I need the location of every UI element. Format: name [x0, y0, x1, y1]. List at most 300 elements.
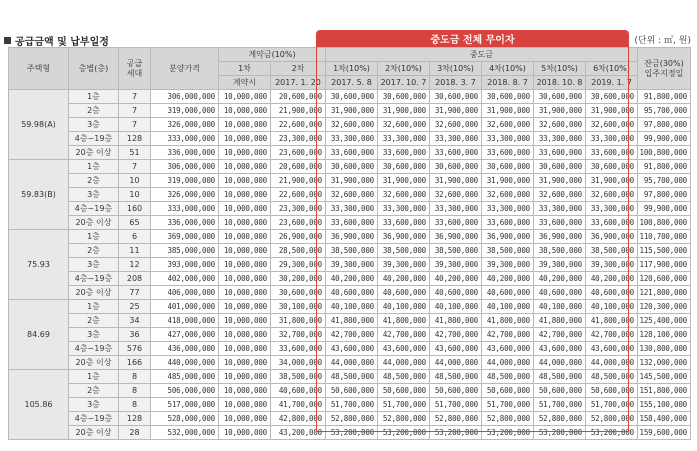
price-cell: 393,000,000 — [151, 258, 219, 272]
interim-1-cell: 30,600,000 — [326, 160, 378, 174]
interim-4-cell: 40,600,000 — [482, 286, 534, 300]
interim-1-cell: 31,900,000 — [326, 174, 378, 188]
interim-5-cell: 32,600,000 — [534, 118, 586, 132]
deposit-2-cell: 30,600,000 — [271, 286, 326, 300]
floor-cell: 2층 — [69, 104, 119, 118]
interim-5-cell: 33,300,000 — [534, 202, 586, 216]
deposit-2-cell: 43,200,000 — [271, 426, 326, 440]
price-schedule-table — [8, 47, 691, 440]
interim-6-cell: 33,600,000 — [586, 216, 638, 230]
deposit-1-cell: 10,000,000 — [219, 370, 271, 384]
units-cell: 65 — [119, 216, 151, 230]
interim-4-cell: 40,200,000 — [482, 272, 534, 286]
deposit-1-cell: 10,000,000 — [219, 356, 271, 370]
header-deposit-date-2: 2017. 1. 20 — [271, 76, 326, 90]
interim-6-cell: 33,300,000 — [586, 202, 638, 216]
interim-6-cell: 53,200,000 — [586, 426, 638, 440]
interim-3-cell: 33,600,000 — [430, 146, 482, 160]
interim-6-cell: 30,600,000 — [586, 90, 638, 104]
interim-4-cell: 38,500,000 — [482, 244, 534, 258]
units-cell: 8 — [119, 398, 151, 412]
deposit-2-cell: 34,000,000 — [271, 356, 326, 370]
interim-3-cell: 31,900,000 — [430, 174, 482, 188]
deposit-1-cell: 10,000,000 — [219, 328, 271, 342]
interim-6-cell: 41,800,000 — [586, 314, 638, 328]
interim-3-cell: 51,700,000 — [430, 398, 482, 412]
units-cell: 7 — [119, 90, 151, 104]
deposit-1-cell: 10,000,000 — [219, 132, 271, 146]
balance-cell: 110,700,000 — [638, 230, 691, 244]
interim-4-cell: 36,900,000 — [482, 230, 534, 244]
interim-3-cell: 33,300,000 — [430, 202, 482, 216]
interim-4-cell: 39,300,000 — [482, 258, 534, 272]
interim-3-cell: 44,000,000 — [430, 356, 482, 370]
deposit-1-cell: 10,000,000 — [219, 146, 271, 160]
floor-cell: 1층 — [69, 230, 119, 244]
table-row — [9, 356, 691, 370]
table-row — [9, 258, 691, 272]
price-cell: 326,000,000 — [151, 118, 219, 132]
interim-6-cell: 52,800,000 — [586, 412, 638, 426]
deposit-1-cell: 10,000,000 — [219, 258, 271, 272]
interim-2-cell: 33,300,000 — [378, 202, 430, 216]
deposit-2-cell: 41,700,000 — [271, 398, 326, 412]
interim-6-cell: 44,000,000 — [586, 356, 638, 370]
interim-6-cell: 32,600,000 — [586, 118, 638, 132]
interim-3-cell: 39,300,000 — [430, 258, 482, 272]
house-type-cell: 84.69 — [9, 300, 69, 370]
interim-4-cell: 31,900,000 — [482, 104, 534, 118]
header-type: 주택형 — [9, 48, 69, 90]
interim-2-cell: 44,000,000 — [378, 356, 430, 370]
units-cell: 12 — [119, 258, 151, 272]
interim-2-cell: 53,200,000 — [378, 426, 430, 440]
interim-5-cell: 30,600,000 — [534, 90, 586, 104]
interim-5-cell: 50,600,000 — [534, 384, 586, 398]
deposit-2-cell: 21,900,000 — [271, 174, 326, 188]
balance-cell: 159,600,000 — [638, 426, 691, 440]
interim-2-cell: 50,600,000 — [378, 384, 430, 398]
interim-6-cell: 31,900,000 — [586, 174, 638, 188]
interim-3-cell: 33,300,000 — [430, 132, 482, 146]
header-deposit-date-1: 계약시 — [219, 76, 271, 90]
price-cell: 319,000,000 — [151, 104, 219, 118]
header-interim-1: 1차(10%) — [326, 62, 378, 76]
table-row — [9, 328, 691, 342]
interim-5-cell: 30,600,000 — [534, 160, 586, 174]
balance-cell: 155,100,000 — [638, 398, 691, 412]
interim-3-cell: 53,200,000 — [430, 426, 482, 440]
interim-5-cell: 41,800,000 — [534, 314, 586, 328]
interim-1-cell: 33,300,000 — [326, 202, 378, 216]
table-body — [9, 90, 691, 440]
interim-5-cell: 52,800,000 — [534, 412, 586, 426]
table-row — [9, 146, 691, 160]
interim-4-cell: 30,600,000 — [482, 160, 534, 174]
interim-4-cell: 53,200,000 — [482, 426, 534, 440]
interim-2-cell: 40,200,000 — [378, 272, 430, 286]
deposit-1-cell: 10,000,000 — [219, 216, 271, 230]
interim-5-cell: 33,600,000 — [534, 146, 586, 160]
price-cell: 319,000,000 — [151, 174, 219, 188]
interim-1-cell: 40,600,000 — [326, 286, 378, 300]
deposit-2-cell: 32,700,000 — [271, 328, 326, 342]
deposit-1-cell: 10,000,000 — [219, 300, 271, 314]
interim-1-cell: 50,600,000 — [326, 384, 378, 398]
deposit-2-cell: 21,900,000 — [271, 104, 326, 118]
deposit-1-cell: 10,000,000 — [219, 398, 271, 412]
interim-2-cell: 38,500,000 — [378, 244, 430, 258]
header-deposit-1: 1차 — [219, 62, 271, 76]
interim-1-cell: 42,700,000 — [326, 328, 378, 342]
interim-5-cell: 42,700,000 — [534, 328, 586, 342]
interim-1-cell: 48,500,000 — [326, 370, 378, 384]
balance-cell: 117,900,000 — [638, 258, 691, 272]
interim-5-cell: 36,900,000 — [534, 230, 586, 244]
interim-2-cell: 33,600,000 — [378, 216, 430, 230]
floor-cell: 20층 이상 — [69, 146, 119, 160]
deposit-2-cell: 23,600,000 — [271, 216, 326, 230]
interim-1-cell: 33,300,000 — [326, 132, 378, 146]
interim-6-cell: 50,600,000 — [586, 384, 638, 398]
price-cell: 427,000,000 — [151, 328, 219, 342]
house-type-cell: 59.83(B) — [9, 160, 69, 230]
deposit-1-cell: 10,000,000 — [219, 160, 271, 174]
interim-1-cell: 32,600,000 — [326, 188, 378, 202]
interim-6-cell: 33,600,000 — [586, 146, 638, 160]
interim-6-cell: 38,500,000 — [586, 244, 638, 258]
balance-cell: 100,800,000 — [638, 146, 691, 160]
deposit-2-cell: 30,100,000 — [271, 300, 326, 314]
deposit-1-cell: 10,000,000 — [219, 188, 271, 202]
interim-1-cell: 32,600,000 — [326, 118, 378, 132]
interim-6-cell: 40,600,000 — [586, 286, 638, 300]
deposit-2-cell: 23,300,000 — [271, 132, 326, 146]
interim-1-cell: 43,600,000 — [326, 342, 378, 356]
interim-2-cell: 48,500,000 — [378, 370, 430, 384]
price-cell: 506,000,000 — [151, 384, 219, 398]
interim-2-cell: 33,300,000 — [378, 132, 430, 146]
floor-cell: 4층~19층 — [69, 342, 119, 356]
balance-cell: 97,800,000 — [638, 188, 691, 202]
balance-cell: 120,300,000 — [638, 300, 691, 314]
interim-2-cell: 41,800,000 — [378, 314, 430, 328]
interim-3-cell: 38,500,000 — [430, 244, 482, 258]
interim-1-cell: 36,900,000 — [326, 230, 378, 244]
deposit-2-cell: 22,600,000 — [271, 188, 326, 202]
deposit-2-cell: 23,600,000 — [271, 146, 326, 160]
balance-cell: 145,500,000 — [638, 370, 691, 384]
price-cell: 326,000,000 — [151, 188, 219, 202]
interim-2-cell: 51,700,000 — [378, 398, 430, 412]
interim-3-cell: 42,700,000 — [430, 328, 482, 342]
price-cell: 369,000,000 — [151, 230, 219, 244]
table-row — [9, 342, 691, 356]
deposit-1-cell: 10,000,000 — [219, 272, 271, 286]
interim-6-cell: 30,600,000 — [586, 160, 638, 174]
interim-6-cell: 43,600,000 — [586, 342, 638, 356]
balance-cell: 121,800,000 — [638, 286, 691, 300]
deposit-2-cell: 30,200,000 — [271, 272, 326, 286]
interim-6-cell: 36,900,000 — [586, 230, 638, 244]
floor-cell: 3층 — [69, 398, 119, 412]
table-row — [9, 216, 691, 230]
floor-cell: 3층 — [69, 118, 119, 132]
table-row — [9, 174, 691, 188]
interim-3-cell: 31,900,000 — [430, 104, 482, 118]
interim-2-cell: 40,600,000 — [378, 286, 430, 300]
floor-cell: 20층 이상 — [69, 286, 119, 300]
price-cell: 440,000,000 — [151, 356, 219, 370]
table-header — [9, 48, 691, 90]
interim-4-cell: 33,300,000 — [482, 132, 534, 146]
units-cell: 128 — [119, 132, 151, 146]
balance-cell: 132,000,000 — [638, 356, 691, 370]
floor-cell: 3층 — [69, 258, 119, 272]
price-cell: 402,000,000 — [151, 272, 219, 286]
balance-cell: 95,700,000 — [638, 104, 691, 118]
interim-3-cell: 40,600,000 — [430, 286, 482, 300]
floor-cell: 2층 — [69, 384, 119, 398]
interim-5-cell: 33,300,000 — [534, 132, 586, 146]
price-cell: 306,000,000 — [151, 90, 219, 104]
floor-cell: 3층 — [69, 328, 119, 342]
table-row — [9, 118, 691, 132]
interim-2-cell: 39,300,000 — [378, 258, 430, 272]
header-interim: 중도금 — [326, 48, 638, 62]
deposit-1-cell: 10,000,000 — [219, 412, 271, 426]
interim-2-cell: 32,600,000 — [378, 118, 430, 132]
header-deposit-2: 2차 — [271, 62, 326, 76]
floor-cell: 20층 이상 — [69, 356, 119, 370]
floor-cell: 1층 — [69, 370, 119, 384]
interim-5-cell: 43,600,000 — [534, 342, 586, 356]
table-row — [9, 160, 691, 174]
floor-cell: 1층 — [69, 90, 119, 104]
balance-cell: 91,800,000 — [638, 160, 691, 174]
table-row — [9, 384, 691, 398]
square-bullet-icon — [4, 37, 11, 44]
price-cell: 333,000,000 — [151, 202, 219, 216]
deposit-2-cell: 22,600,000 — [271, 118, 326, 132]
interim-2-cell: 30,600,000 — [378, 160, 430, 174]
header-balance: 잔금(30%) 입주지정일 — [638, 48, 691, 90]
house-type-cell: 75.93 — [9, 230, 69, 300]
interim-2-cell: 33,600,000 — [378, 146, 430, 160]
deposit-2-cell: 40,600,000 — [271, 384, 326, 398]
interim-5-cell: 40,200,000 — [534, 272, 586, 286]
interim-2-cell: 32,600,000 — [378, 188, 430, 202]
balance-cell: 99,900,000 — [638, 202, 691, 216]
interim-6-cell: 31,900,000 — [586, 104, 638, 118]
interim-5-cell: 31,900,000 — [534, 104, 586, 118]
deposit-2-cell: 29,300,000 — [271, 258, 326, 272]
price-cell: 418,000,000 — [151, 314, 219, 328]
table-row — [9, 188, 691, 202]
interim-3-cell: 50,600,000 — [430, 384, 482, 398]
price-cell: 528,000,000 — [151, 412, 219, 426]
units-cell: 6 — [119, 230, 151, 244]
interim-6-cell: 40,200,000 — [586, 272, 638, 286]
floor-cell: 4층~19층 — [69, 202, 119, 216]
deposit-2-cell: 20,600,000 — [271, 90, 326, 104]
deposit-2-cell: 31,800,000 — [271, 314, 326, 328]
interim-1-cell: 51,700,000 — [326, 398, 378, 412]
interim-2-cell: 42,700,000 — [378, 328, 430, 342]
table-row — [9, 426, 691, 440]
deposit-1-cell: 10,000,000 — [219, 286, 271, 300]
table-row — [9, 314, 691, 328]
header-interim-6: 6차(10%) — [586, 62, 638, 76]
balance-cell: 151,800,000 — [638, 384, 691, 398]
header-interim-date-6: 2019. 1. 7 — [586, 76, 638, 90]
interim-5-cell: 44,000,000 — [534, 356, 586, 370]
deposit-1-cell: 10,000,000 — [219, 174, 271, 188]
interim-5-cell: 31,900,000 — [534, 174, 586, 188]
interim-6-cell: 51,700,000 — [586, 398, 638, 412]
interim-4-cell: 31,900,000 — [482, 174, 534, 188]
header-interim-date-2: 2017. 10. 7 — [378, 76, 430, 90]
units-cell: 28 — [119, 426, 151, 440]
floor-cell: 1층 — [69, 300, 119, 314]
table-row — [9, 230, 691, 244]
floor-cell: 2층 — [69, 174, 119, 188]
interim-2-cell: 30,600,000 — [378, 90, 430, 104]
header-households: 공급 세대 — [119, 48, 151, 90]
deposit-2-cell: 28,500,000 — [271, 244, 326, 258]
interim-1-cell: 44,000,000 — [326, 356, 378, 370]
table-row — [9, 272, 691, 286]
header-interim-date-5: 2018. 10. 8 — [534, 76, 586, 90]
interim-1-cell: 33,600,000 — [326, 216, 378, 230]
interim-1-cell: 52,800,000 — [326, 412, 378, 426]
house-type-cell: 59.98(A) — [9, 90, 69, 160]
balance-cell: 128,100,000 — [638, 328, 691, 342]
balance-cell: 100,800,000 — [638, 216, 691, 230]
interim-4-cell: 44,000,000 — [482, 356, 534, 370]
interim-3-cell: 36,900,000 — [430, 230, 482, 244]
interim-1-cell: 38,500,000 — [326, 244, 378, 258]
interim-3-cell: 43,600,000 — [430, 342, 482, 356]
deposit-1-cell: 10,000,000 — [219, 118, 271, 132]
deposit-1-cell: 10,000,000 — [219, 314, 271, 328]
interim-1-cell: 41,800,000 — [326, 314, 378, 328]
section-title — [4, 33, 109, 48]
interim-5-cell: 48,500,000 — [534, 370, 586, 384]
interim-4-cell: 52,800,000 — [482, 412, 534, 426]
table-row — [9, 132, 691, 146]
interim-3-cell: 40,100,000 — [430, 300, 482, 314]
interim-1-cell: 30,600,000 — [326, 90, 378, 104]
interim-5-cell: 33,600,000 — [534, 216, 586, 230]
floor-cell: 20층 이상 — [69, 216, 119, 230]
interim-3-cell: 48,500,000 — [430, 370, 482, 384]
price-cell: 336,000,000 — [151, 146, 219, 160]
units-cell: 7 — [119, 118, 151, 132]
interim-4-cell: 30,600,000 — [482, 90, 534, 104]
interim-3-cell: 52,800,000 — [430, 412, 482, 426]
interim-3-cell: 41,800,000 — [430, 314, 482, 328]
interim-3-cell: 30,600,000 — [430, 160, 482, 174]
table-row — [9, 286, 691, 300]
deposit-2-cell: 33,600,000 — [271, 342, 326, 356]
interim-4-cell: 40,100,000 — [482, 300, 534, 314]
floor-cell: 20층 이상 — [69, 426, 119, 440]
unit-note: (단위 : ㎡, 원) — [634, 36, 691, 46]
price-cell: 336,000,000 — [151, 216, 219, 230]
balance-cell: 91,800,000 — [638, 90, 691, 104]
floor-cell: 4층~19층 — [69, 272, 119, 286]
interim-5-cell: 39,300,000 — [534, 258, 586, 272]
deposit-2-cell: 38,500,000 — [271, 370, 326, 384]
price-cell: 306,000,000 — [151, 160, 219, 174]
floor-cell: 1층 — [69, 160, 119, 174]
interim-6-cell: 32,600,000 — [586, 188, 638, 202]
deposit-1-cell: 10,000,000 — [219, 342, 271, 356]
deposit-1-cell: 10,000,000 — [219, 426, 271, 440]
interim-5-cell: 51,700,000 — [534, 398, 586, 412]
interim-1-cell: 33,600,000 — [326, 146, 378, 160]
floor-cell: 4층~19층 — [69, 132, 119, 146]
interim-6-cell: 48,500,000 — [586, 370, 638, 384]
interim-2-cell: 31,900,000 — [378, 104, 430, 118]
deposit-1-cell: 10,000,000 — [219, 244, 271, 258]
interim-3-cell: 32,600,000 — [430, 118, 482, 132]
price-cell: 485,000,000 — [151, 370, 219, 384]
interim-1-cell: 40,100,000 — [326, 300, 378, 314]
deposit-2-cell: 23,300,000 — [271, 202, 326, 216]
header-row-1 — [9, 48, 691, 62]
header-interim-4: 4차(10%) — [482, 62, 534, 76]
units-cell: 36 — [119, 328, 151, 342]
interim-2-cell: 43,600,000 — [378, 342, 430, 356]
interest-free-banner: 중도금 전체 무이자 — [316, 30, 629, 47]
interim-3-cell: 30,600,000 — [430, 90, 482, 104]
interim-3-cell: 40,200,000 — [430, 272, 482, 286]
header-interim-date-4: 2018. 8. 7 — [482, 76, 534, 90]
interim-6-cell: 40,100,000 — [586, 300, 638, 314]
units-cell: 25 — [119, 300, 151, 314]
interim-5-cell: 40,100,000 — [534, 300, 586, 314]
interim-5-cell: 38,500,000 — [534, 244, 586, 258]
balance-cell: 130,800,000 — [638, 342, 691, 356]
price-cell: 517,000,000 — [151, 398, 219, 412]
units-cell: 128 — [119, 412, 151, 426]
interim-4-cell: 41,800,000 — [482, 314, 534, 328]
deposit-1-cell: 10,000,000 — [219, 90, 271, 104]
units-cell: 51 — [119, 146, 151, 160]
units-cell: 10 — [119, 174, 151, 188]
units-cell: 8 — [119, 370, 151, 384]
interim-4-cell: 33,600,000 — [482, 146, 534, 160]
interim-5-cell: 32,600,000 — [534, 188, 586, 202]
interim-1-cell: 31,900,000 — [326, 104, 378, 118]
deposit-1-cell: 10,000,000 — [219, 202, 271, 216]
interim-6-cell: 42,700,000 — [586, 328, 638, 342]
interim-4-cell: 32,600,000 — [482, 118, 534, 132]
interim-2-cell: 52,800,000 — [378, 412, 430, 426]
interim-4-cell: 50,600,000 — [482, 384, 534, 398]
header-floor: 층별(층) — [69, 48, 119, 90]
interim-4-cell: 48,500,000 — [482, 370, 534, 384]
interim-3-cell: 33,600,000 — [430, 216, 482, 230]
floor-cell: 2층 — [69, 244, 119, 258]
interim-2-cell: 36,900,000 — [378, 230, 430, 244]
balance-cell: 99,900,000 — [638, 132, 691, 146]
header-interim-date-1: 2017. 5. 8 — [326, 76, 378, 90]
table-row — [9, 412, 691, 426]
table-row — [9, 300, 691, 314]
